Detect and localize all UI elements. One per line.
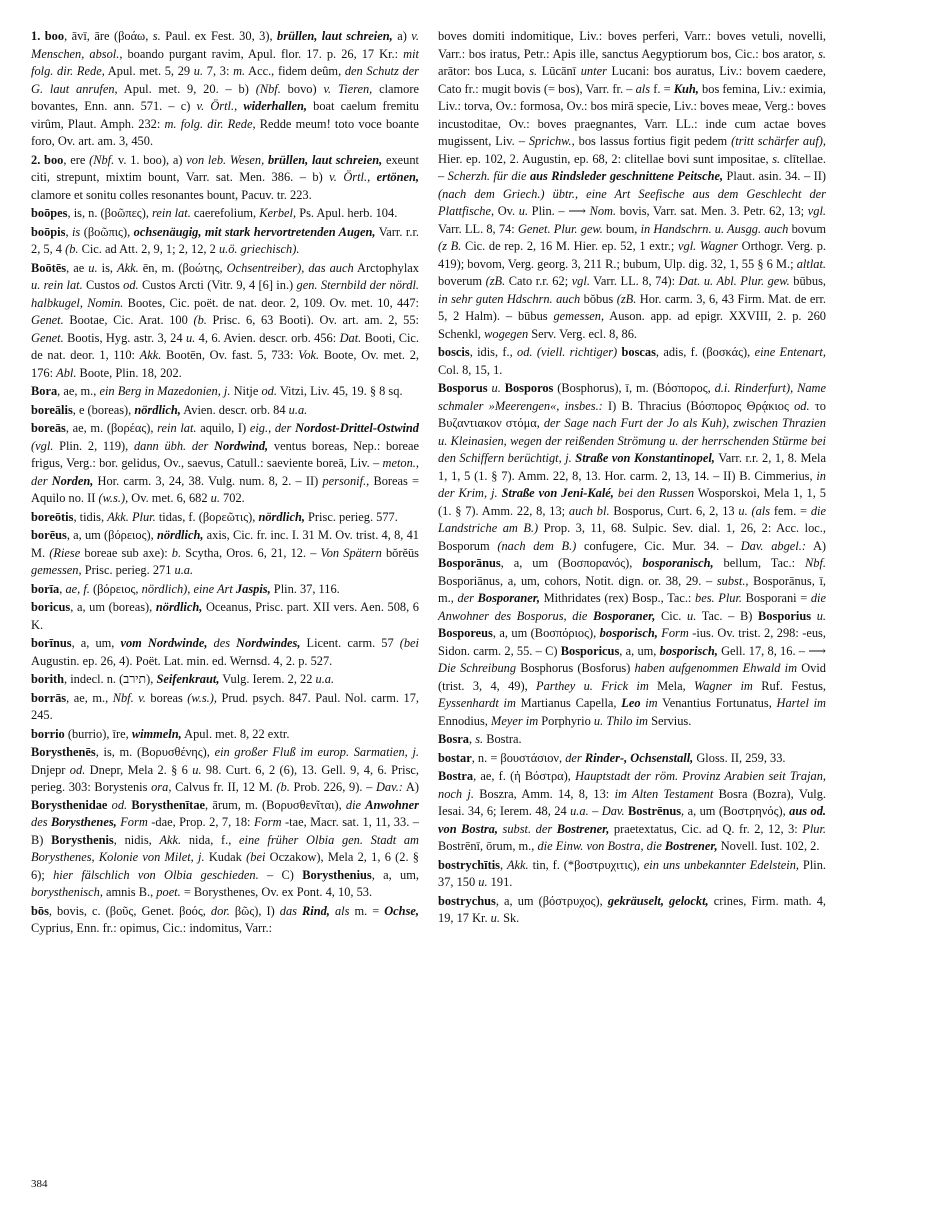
dictionary-entry: Bosra, s. Bostra. (438, 732, 522, 746)
dictionary-entry: 1. boo, āvī, āre (βοάω, s. Paul. ex Fest. 30, 3), brüllen, laut schreien, a) v. Menschen, absol., boando purgant ravim, Apul. flor. 17. p. 26, 17 Kr.: mit folg. dir. Rede, Apul. met. 5, 29 u. 7, 3: m. Acc., fidem deûm, den Schutz der G. laut anrufen, Apul. met. 9, 20. – b) (Nbf. bovo) v. Tieren, clamore bovantes, Enn. ann. 571. – c) v. Örtl., widerhallen, boat caelum fremitu virûm, Plaut. Amph. 232: m. folg. dir. Rede, Redde meum! toto voce boante foro, Ov. art. am. 3, 450. (31, 29, 420, 148)
dictionary-entry: borith, indecl. n. (תירב), Seifenkraut, Vulg. Ierem. 2, 22 u.a. (31, 672, 335, 686)
dictionary-entry: borrās, ae, m., Nbf. v. boreas (w.s.), Prud. psych. 847. Paul. Nol. carm. 17, 245. (31, 690, 419, 722)
page-number: 384 (31, 1178, 48, 1190)
dictionary-entry: borrio (burrio), īre, wimmeln, Apul. met. 8, 22 extr. (31, 726, 290, 741)
dictionary-entry: borēus, a, um (βόρειος), nördlich, axis, Cic. fr. inc. I. 31 M. Ov. trist. 4, 8, 41 M. (Riese boreae sub axe): b. Scytha, Oros. 6, 21, 12. – Von Spätern bŏrĕūs gemessen, Prisc. perieg. 271 u.a. (31, 528, 420, 577)
right-column (438, 28, 826, 929)
dictionary-entry: bostrychītis, Akk. tin, f. (*βοστρυχιτις), ein uns unbekannter Edelstein, Plin. 37, 150 u. 191. (438, 857, 826, 889)
dictionary-entry: boricus, a, um (boreas), nördlich, Oceanus, Prisc. part. XII vers. Aen. 508, 6 K. (31, 600, 419, 632)
dictionary-entry: boscis, idis, f., od. (viell. richtiger) boscas, adis, f. (βοσκάς), eine Entenart, Col. 8, 15, 1. (438, 345, 826, 377)
dictionary-entry: boreās, ae, m. (βορέας), rein lat. aquilo, I) eig., der Nordost-Drittel-Ostwind (vgl. Plin. 2, 119), dann übh. der Nordwind, ventus boreas, Nep.: boreae frigus, Verg.: bor. gelidus, Ov., saevus, Catull.: saeviente boreā, Liv. – meton., der Norden, Hor. carm. 3, 24, 38. Vulg. num. 8, 2. – II) personif., Boreas = Aquilo no. II (w.s.), Ov. met. 6, 682 u. 702. (31, 421, 420, 505)
left-column (31, 28, 419, 939)
dictionary-entry: bōs, bovis, c. (βοῦς, Genet. βοός, dor. βῶς), I) das Rind, als m. = Ochse, Cyprius, Enn. fr.: opimus, Cic.: indomitus, Varr.: (31, 903, 419, 935)
dictionary-entry: 2. boo, ere (Nbf. v. 1. boo), a) von leb. Wesen, brüllen, laut schreien, exeunt citi, strepunt, mixtim bount, Varr. sat. Men. 386. – b) v. Örtl., ertönen, clamore et sonitu colles resonantes bount, Pacuv. tr. 223. (31, 152, 419, 202)
dictionary-entry: boōpes, is, n. (βοῶπες), rein lat. caerefolium, Kerbel, Ps. Apul. herb. 104. (31, 206, 398, 220)
dictionary-entry: bostar, n. = βουστάσιον, der Rinder-, Ochsenstall, Gloss. II, 259, 33. (438, 750, 786, 765)
dictionary-entry: Bora, ae, m., ein Berg in Mazedonien, j. Nitje od. Vitzi, Liv. 45, 19. § 8 sq. (31, 384, 403, 398)
dictionary-entry: borīa, ae, f. (βόρειος, nördlich), eine Art Jaspis, Plin. 37, 116. (31, 581, 340, 596)
dictionary-entry: boves domiti indomitique, Liv.: boves perferi, Varr.: boves vetuli, novelli, Varr.: bos iratus, Petr.: Apis ille, sanctus Aegyptiorum bos, Cic.: bos arator, s. arātor: bos Luca, s. Lūcānī unter Lucani: bos auratus, Liv.: bovem caedere, Cato fr.: mugit bovis (= bos), Varr. fr. – als f. = Kuh, bos femina, Liv.: eximia, Liv.: torva, Ov.: formosa, Ov.: bos mirā specie, Liv.: boves meae, Verg.: boves incustoditae, Ov.: boves praegnantes, Varr. LL.: inde cum actae boves mugissent, Liv. – Sprichw., bos lassus fortius figit pedem (tritt schärfer auf), Hier. ep. 102, 2. Augustin, ep. 68, 2: clitellae bovi sunt impositae, s. clītellae. – Scherzh. für die aus Rindsleder geschnittene Peitsche, Plaut. asin. 34. – II) (nach dem Griech.) übtr., eine Art Seefische aus dem Geschlecht der Plattfische, Ov. u. Plin. – ⟶ Nom. bovis, Varr. sat. Men. 3. Petr. 62, 13; vgl. Varr. LL. 8, 74: Genet. Plur. gew. boum, in Handschrn. u. Ausgg. auch bovum (z B. Cic. de rep. 2, 16 M. Hier. ep. 52, 1 extr.; vgl. Wagner Orthogr. Verg. p. 419); bovom, Verg. georg. 3, 211 R.; bubum, Ulp. dig. 32, 1, 55 § 6 M.; altlat. boverum (zB. Cato r.r. 62; vgl. Varr. LL. 8, 74): Dat. u. Abl. Plur. gew. būbus, in sehr guten Hdschrn. auch bŏbus (zB. Hor. carm. 3, 6, 43 Firm. Mat. de err. 5, 2 Halm). – būbus gemessen, Auson. app. ad epigr. XXVIII, 2. p. 260 Schenkl, wogegen Serv. Verg. ecl. 8, 86. (438, 29, 827, 341)
dictionary-entry: boōpis, is (βοῶπις), ochsenäugig, mit stark hervortretenden Augen, Varr. r.r. 2, 5, 4 (b. Cic. ad Att. 2, 9, 1; 2, 12, 2 u.ö. griechisch). (31, 224, 419, 256)
dictionary-entry: Bostra, ae, f. (ἡ Βόστρα), Hauptstadt der röm. Provinz Arabien seit Trajan, noch j. Boszra, Amm. 14, 8, 13: im Alten Testament Bosra (Bozra), Vulg. Iesai. 34, 6; Ierem. 48, 24 u.a. – Dav. Bostrēnus, a, um (Βοστρηνός), aus od. von Bostra, subst. der Bostrener, praetextatus, Cic. ad Q. fr. 2, 12, 3: Plur. Bostrēnī, ōrum, m., die Einw. von Bostra, die Bostrener, Novell. Iust. 102, 2. (438, 769, 827, 853)
dictionary-entry: Borysthenēs, is, m. (Βορυσθένης), ein großer Fluß im europ. Sarmatien, j. Dnjepr od. Dnepr, Mela 2. § 6 u. 98. Curt. 6, 2 (6), 13. Gell. 9, 4, 6. Prisc, perieg. 303: Borystenis ora, Calvus fr. II, 12 M. (b. Prob. 226, 9). – Dav.: A) Borysthenidae od. Borysthenītae, ārum, m. (Βορυσθενῖται), die Anwohner des Borysthenes, Form -dae, Prop. 2, 7, 18: Form -tae, Macr. sat. 1, 11, 33. – B) Borysthenis, nidis, Akk. nida, f., eine früher Olbia gen. Stadt am Borysthenes, Kolonie von Milet, j. Kudak (bei Oczakow), Mela 2, 1, 6 (2. § 6); hier fälschlich von Olbia geschieden. – C) Borysthenius, a, um, borysthenisch, amnis B., poet. = Borysthenes, Ov. ex Pont. 4, 10, 53. (31, 745, 420, 899)
dictionary-entry: bostrychus, a, um (βόστρυχος), gekräuselt, gelockt, crines, Firm. math. 4, 19, 17 Kr. u. Sk. (438, 893, 826, 925)
dictionary-entry: boreālis, e (boreas), nördlich, Avien. descr. orb. 84 u.a. (31, 402, 308, 417)
dictionary-entry: borīnus, a, um, vom Nordwinde, des Nordwindes, Licent. carm. 57 (bei Augustin. ep. 26, 4). Poët. Lat. min. ed. Wernsd. 4, 2. p. 527. (31, 636, 419, 668)
dictionary-entry: Bosporus u. Bosporos (Bosphorus), ī, m. (Βόσπορος, d.i. Rinderfurt), Name schmaler »Meerengen«, insbes.: I) B. Thracius (Βόσπορος Θρᾴκιος od. το Βυζαντιακον στόμα, der Sage nach Furt der Jo als Kuh), zwischen Thrazien u. Kleinasien, wegen der reißenden Strömung u. der herrschenden Stürme bei den Schiffern berüchtigt, j. Straße von Konstantinopel, Varr. r.r. 2, 1, 8. Mela 1, 1, 5 (1. § 7). Amm. 22, 8, 13. Hor. carm. 2, 13, 14. – II) B. Cimmerius, in der Krim, j. Straße von Jeni-Kalé, bei den Russen Wosporskoi, Mela 1, 1, 5 (1. § 7). Amm. 22, 8, 13; auch bl. Bosporus, Curt. 6, 2, 13 u. (als fem. = die Landstriche am B.) Prop. 3, 11, 68. Sulpic. Sev. dial. 1, 26, 2: Acc. loc., Bosporum (nach dem B.) confugere, Cic. Mur. 34. – Dav. abgel.: A) Bosporānus, a, um (Βοσπορανός), bosporanisch, bellum, Tac.: Nbf. Bosporiānus, a, um, cohors, Notit. dign. or. 38, 29. – subst., Bosporānus, ī, m., der Bosporaner, Mithridates (rex) Bosp., Tac.: bes. Plur. Bosporani = die Anwohner des Bosporus, die Bosporaner, Cic. u. Tac. – B) Bosporius u. Bosporeus, a, um (Βοσπόριος), bosporisch, Form -ius. Ov. trist. 2, 298: -eus, Sidon. carm. 2, 55. – C) Bosporicus, a, um, bosporisch, Gell. 17, 8, 16. – ⟶ Die Schreibung Bosphorus (Bosforus) haben aufgenommen Ehwald im Ovid (trist. 3, 4, 49), Parthey u. Frick im Mela, Wagner im Ruf. Festus, Eyssenhardt im Martianus Capella, Leo im Venantius Fortunatus, Hartel im Ennodius, Meyer im Porphyrio u. Thilo im Servius. (438, 381, 827, 728)
dictionary-entry: boreōtis, tidis, Akk. Plur. tidas, f. (βορεῶτις), nördlich, Prisc. perieg. 577. (31, 509, 398, 524)
dictionary-entry: Boōtēs, ae u. is, Akk. ēn, m. (βοώτης, Ochsentreiber), das auch Arctophylax u. rein lat. Custos od. Custos Arcti (Vitr. 9, 4 [6] in.) gen. Sternbild der nördl. halbkugel, Nomin. Bootes, Cic. poët. de nat. deor. 2, 109. Ov. met. 10, 447: Genet. Bootae, Cic. Arat. 100 (b. Prisc. 6, 63 Booti). Ov. art. am. 2, 55: Genet. Bootis, Hyg. astr. 3, 24 u. 4, 6. Avien. descr. orb. 456: Dat. Booti, Cic. de nat. deor. 1, 110: Akk. Bootēn, Ov. fast. 5, 733: Vok. Boote, Ov. met. 2, 176: Abl. Boote, Plin. 18, 202. (31, 260, 420, 380)
